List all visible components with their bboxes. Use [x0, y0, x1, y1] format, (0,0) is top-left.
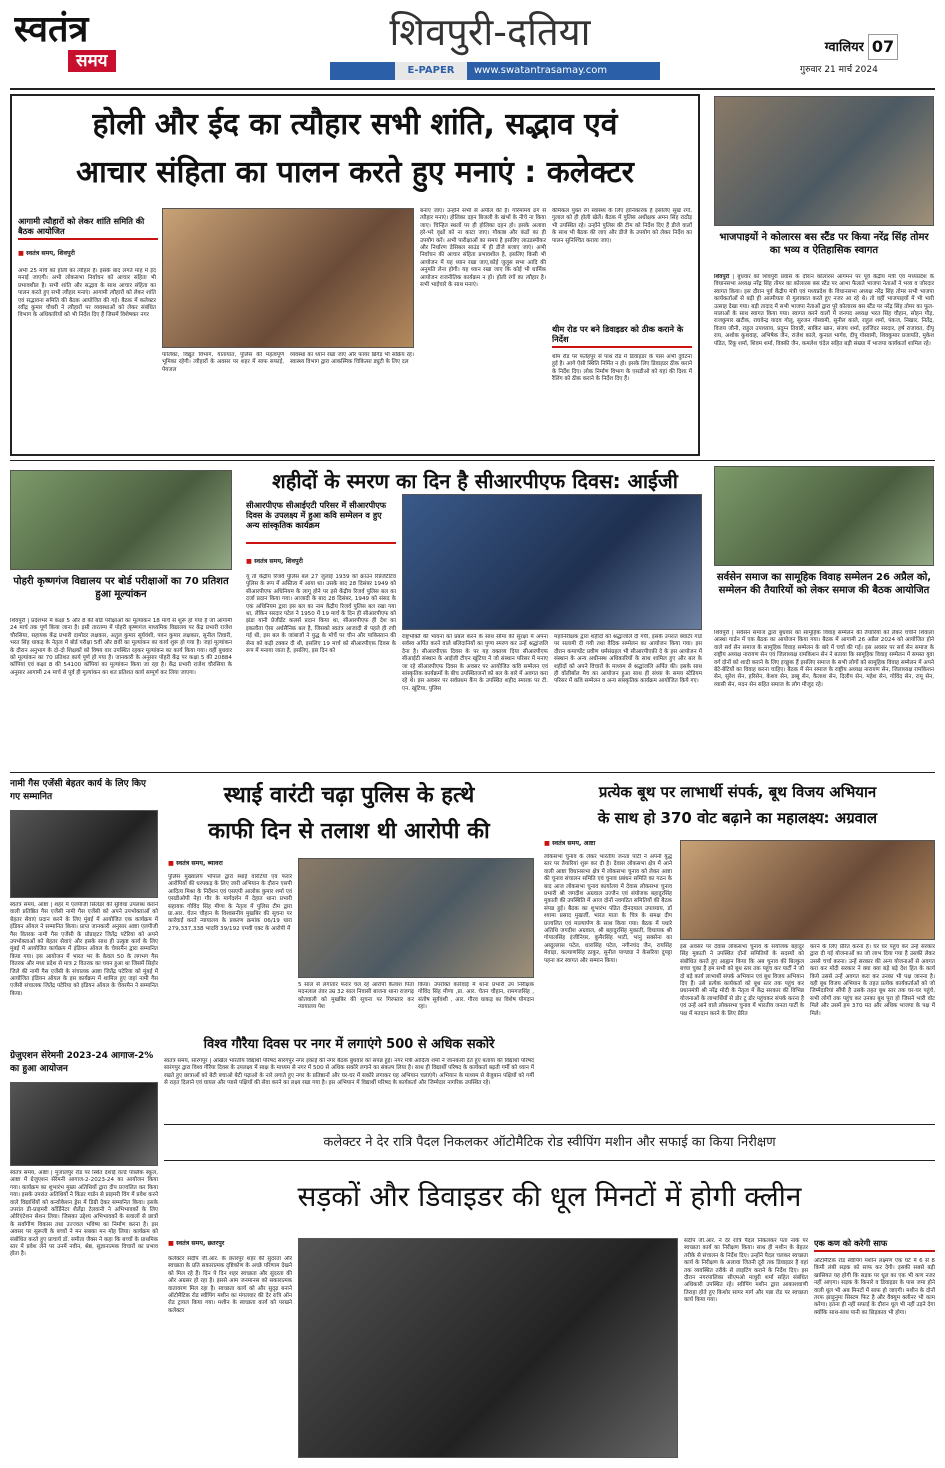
logo-top: स्वतंत्र: [14, 10, 89, 50]
edition-title: शिवपुरी-दतिया: [389, 10, 591, 54]
lead-headline-1: होली और ईद का त्यौहार सभी शांति, सद्भाव एवं: [92, 107, 618, 142]
lead-headline-2: आचार संहिता का पालन करते हुए मनाएं : कलेक्टर: [76, 155, 634, 190]
logo-bottom: समय: [68, 50, 116, 72]
graduation-headline: ग्रेजुएशन सेरेमनी 2023-24 आगाज-2% का हुआ आयोजन: [10, 1051, 154, 1074]
issue-date: गुरुवार 21 मार्च 2024: [800, 65, 878, 75]
sweep-subhead: एक कण को करेगी साफ: [814, 1238, 935, 1252]
crpf-col-3: महानिरीक्षक द्वारा शहीदों को श्रद्धांजलि दी गयी, इसके उपरांत क्वार्टर गार्ड पर सलामी दी गयी तथा वैदिक सम्मेलन का आयोजन किया गया। इस दौरान कमाण्डेंट प्रवीण धर्मसंग्रहल भी सीआरपीएफ़ी दे के इस आयोजन में संस्थान के अन्य अधीनस्थ अधिकारियों के साथ शामिल हुए और बल के शहीदों को अपने विचारों के माध्यम से श्रद्धांजलि अर्पित की। इसके साथ ही वॉलीबॉल मैच का आयोजन हुआ साथ ही संध्या के समय स्टेडियम परिसर में कवि सम्मेलन व अन्य सांस्कृतिक कार्यक्रम आयोजित किये गए।: [554, 634, 702, 685]
booth-headline-1: प्रत्येक बूथ पर लाभार्थी संपर्क, बूथ विजय अभियान: [598, 783, 877, 801]
sweep-photo: [298, 1238, 678, 1458]
crpf-byline: ■ स्वतंत्र समय, शिवपुरी: [246, 556, 396, 566]
website[interactable]: www.swatantrasamay.com: [474, 65, 608, 76]
lead-subhead-2: थीम रोड पर बने डिवाइडर को ठीक कराने के निर्देश: [552, 324, 692, 348]
sparrow-headline: विश्व गौरैया दिवस पर नगर में लगाएंगे 500 से अधिक सकोरे: [203, 1037, 495, 1052]
gas-agency-text: स्वतंत्र समय, आष्टा | शहर में एलपीजी सिलेंडर की सुविधा उपलब्ध कराने वाली प्रतिष्ठित गैस एजेंसी नामी गैस एजेंसी को अपने उपभोक्ताओं को बेहतर सेवाएं प्रदान करने के लिए मुंबई में आयोजित एक कार्यक्रम में इंडियन ऑयल ने सम्मानित किया। प्राप्त जानकारी अनुसार आष्टा एलपीजी गैस वितरक नामी गैस एजेंसी के प्रोप्राइटर जितेंद्र पटेरिया को अपने उपभोक्ताओं को बेहतर सेवाएं और इसके साथ ही उत्कृष्ट कार्य के लिए मुंबई में आयोजित कार्यक्रम में इंडियन ऑयल के चेयरमैन द्वारा सम्मानित किया गया। इस आयोजन में भारत भर के केवल 50 के लगभग गैस वितरक और मध्य प्रदेश से मात्र 2 वितरक का चयन हुआ था जिसमें सिहोर जिले की नामी गैस एजेंसी के संचालक आष्टा जितेंद्र पटेरिया को मुंबई में आयोजित इंडियन ऑयल के इस कार्यक्रम में शामिल हुए जहां नामी गैस एजेंसी संचालक जितेंद्र पटेरिया को इंडियन ऑयल के चेयरमैन ने सम्मानित किया।: [10, 902, 158, 997]
sweep-kicker: कलेक्टर ने देर रात्रि पैदल निकलकर ऑटोमैटिक रोड स्वीपिंग मशीन और सफाई का किया निरीक्षण: [323, 1135, 776, 1150]
gas-agency-photo: [10, 810, 158, 898]
warrant-headline-1: स्थाई वारंटी चढ़ा पुलिस के हत्थे: [223, 783, 475, 808]
masthead-divider: [10, 88, 935, 90]
graduation-photo: [10, 1082, 158, 1166]
section-divider-4: [164, 1160, 935, 1161]
sparrow-text: स्वतंत्र समय, सारंगपुर | अखिल भारतीय विद्यार्थी परिषद सारंगपुर नगर इकाई की नगर बैठक बुधवार को संपन्न हुई। नगर मंत्री आदित्य शर्मा ने जानकारी देते हुए बताया की विद्यार्थी परिषद सारंगपुर द्वारा विश्व गौरैया दिवस के उपलक्ष्य में स्वक्ष के माध्यम से नगर में 500 से अधिक सकोरे लगाने का संकल्प लिया है। साथ ही विद्यार्थी परिषद के कार्यकर्ता बढ़ती गर्मी को ध्यान में रखते हुए छात्राओं को बेटी बचाओ बेटी पढ़ाओ के नारे लगाते हुए नगर के प्रतिष्ठानों और घर-घर में सकोरे लगाकर यह अभियान चलाएंगे। अभियान के माध्यम से बेजुबान पक्षियों को गर्मी से राहत दिलाने एवं घायल और प्यासे पक्षियों की सेवा करने का लक्ष्य रखा गया है। इस अभियान में विद्यार्थी परिषद के कार्यकर्ता और जिम्मेदार नागरिक उपस्थित रहे।: [164, 1058, 534, 1087]
pohri-school-caption: पोहरी कृष्णगंज विद्यालय पर बोर्ड परीक्षाओं का 70 प्रतिशत हुआ मूल्यांकन: [10, 574, 232, 614]
logo: [14, 10, 164, 80]
booth-photo: [680, 840, 935, 940]
lead-col-5: केमिकल युक्त रंग स्वास्थ्य के लिए हानिकारक है इसलिए सूखे रंगों, गुलाल को ही होली खेलें। बैठक में पुलिस अधीक्षक अमन सिंह राठौड़ भी उपस्थित रहे। उन्होंने पुलिस की टीम को निर्देश दिए हैं डीजे वालों के साथ भी बैठक की जाए और डीजे के उपयोग को लेकर निर्देश का पालन सुनिश्चित कराया जाए।: [552, 208, 692, 244]
crpf-col-2: राष्ट्रभक्ति की भावना को प्रबल करने के साथ सीमा की सुरक्षा में अपना सर्वस्व अर्पित करने वाले बलिदानियों का पुण्य स्मरण कर उन्हें श्रद्धांजलि देना है। सीआरपीएफ़ दिवस के पर यह वक्तव्य दिया सीआरपीएफ सीआईटी संस्थान के आईजी टीएन खूंटिया ने जो संस्थान परिसर में मनाए जा रहे सीआरपीएफ दिवस के अवसर पर आयोजित कवि सम्मेलन एवं सांस्कृतिक कार्यक्रमों के बीच उपस्थितजनों को बल के बारे में अवगत करा रहे थे। इस अवसर पर सर्वप्रथम कैंप के उपस्थित शहीद स्मारक पर टी. एन. खूंटिया, पुलिस: [402, 634, 548, 692]
epaper-label: E-PAPER: [395, 62, 467, 80]
sweep-headline: सड़कों और डिवाइडर की धूल मिनटों में होगी क्लीन: [297, 1180, 802, 1213]
crpf-photo: [402, 494, 702, 630]
booth-byline: ■ स्वतंत्र समय, आष्टा: [544, 838, 674, 848]
lead-col-5b: थीम रोड पर फतेहपुर से पाथ रोड में डिवाइडर के पास अभी दुर्घटना हुई है। आगे ऐसी स्थिति निर्मित न हो। इसके लिए डिवाइडर ठीक कराने के निर्देश दिए। लोक निर्माण विभाग के एसडीओ को यहां की दिशा में रैलिंग को ठीक कराने के निर्देश दिए हैं।: [552, 354, 692, 383]
sweep-byline: ■ स्वतंत्र समय, छतरपुर: [168, 1238, 288, 1248]
booth-col-1: लोकसभा चुनाव के लेकर भारतीय जनता पार्टी ने अपनी युद्ध स्तर पर तैयारियां शुरू कर दी है। देवास लोकसभा क्षेत्र में आने वाली आष्टा विधानसभा क्षेत्र में लोकसभा चुनाव को लेकर आष्टा की चुनाव संचालन समिति एवं चुनाव प्रबंधन समिति का गठन के बाद आज लोकसभा चुनाव कार्यालय में देवास लोकसभा चुनाव प्रभारी श्री जगदीश अग्रवाल उज्जैन एवं संयोजक बहादुरसिंह मुकाती की उपस्थिति में आज दोनों नवगठित समितियों की बैठक संपन्न हुई। बैठक का शुभारंभ पंडित दीनदयाल उपाध्याय, डॉ श्यामा प्रसाद मुखर्जी, भारत माता के चित्र के समक्ष दीप प्रज्वलित एवं माल्यार्पण के साथ किया गया। बैठक में पधारे अतिथि जगदीश अग्रवाल, श्री बहादुरसिंह मुकाती, विधायक श्री गोपालसिंह इंजीनियर, कुमैरसिंह भाटी, भानु सक्सेना का अब्दुल्लास पटेल, धारासिंह पटेल, नगीनचंद जैन, रायसिंह मेवाड़ा, कल्याणसिंह ठाकुर, सुनील पाण्ड्या ने केसरिया दुपट्टा पहना कर स्वागत और सम्मान किया।: [544, 854, 672, 964]
section-divider-1: [10, 460, 935, 461]
booth-headline-2: के साथ हो 370 वोट बढ़ाने का महालक्ष्य: अग्रवाल: [597, 809, 878, 827]
sen-samaj-text: शिवपुरी | सर्वसेन समाज द्वारा बुधवार को सामूहिक विवाह सम्मेलन की तैयारियों को लेकर चर्चीने शिवाला आस्था गार्डन में एक बैठक का आयोजन किया गया। बैठक में आगामी 26 अप्रैल 2024 को आयोजित होने वाले सर्व सेन समाज के सामूहिक विवाह सम्मेलन के बारे में चर्चा की गई। इस अवसर पर सर्व सेन समाज के राष्ट्रीय अध्यक्ष नारायण सेन एवं जिलाध्यक्ष रामकिशन सेन ने बताया कि सामूहिक विवाह सम्मेलन में समस्त युवा वर्ग दोनों को शादी कराने के लिए इच्छुक हैं इसलिए समाज के सभी लोगों को सामूहिक विवाह सम्मेलन में अपने बेटे-बेटियों का विवाह करना चाहिए। बैठक में सेन समाज के राष्ट्रीय अध्यक्ष नारायण सेन, जिलाध्यक्ष रामकिशन सेन, सुरेश सेन, हरिसेन, केशव सेन, डब्बू सेन, कैलाश सेन, दिलीप सेन, महेश सेन, गोविंद सेन, रामू सेन, व्यासी सेन, मदन सेन सहित समाज के लोग मौजूद रहे।: [714, 630, 934, 688]
section-divider-3: [164, 1124, 935, 1125]
tomar-byline: शिवपुरी: [714, 274, 730, 280]
booth-col-2: इस अवसर पर देवास लोकसभा चुनाव के संयोजक बहादुर सिंह मुकाती ने उपस्थित दोनों समितियों के सदस्यों को संबोधित करते हुए आह्वान किया कि अब चुनाव की बिल्कुल बच्चा चुका है हम सभी को बूथ स्तर तक पहुंच कर पार्टी ने जो दो बड़े कार्य लाभार्थी संपर्क अभियान एवं बूथ विजय अभियान दिए हैं। उसे प्रत्येक कार्यकर्ता को बूथ स्तर तक पहुंच कर प्रधानमंत्री श्री नरेंद्र मोदी के नेतृत्व में केंद्र सरकार की विभिन्न योजनाओं के लाभार्थियों से डोर टू डोर पहुंचकर संपर्क करना है एवं उन्हें आने वाले लोकसभा चुनाव में भारतीय जनता पार्टी के पक्ष में मतदान करने के लिए प्रेरित: [680, 944, 804, 1017]
lead-col-2: पालिका, विद्युत विभाग, यातायात, पुलिस की महत्वपूर्ण भूमिका रहेगी। त्यौहारों के अवसर पर शहर में साफ सफाई, पेयजल: [162, 352, 284, 373]
tomar-welcome-caption: भाजपाइयों ने कोलारस बस स्टैंड पर किया नरेंद्र सिंह तोमर का भव्य व ऐतिहासिक स्वागत: [714, 230, 934, 270]
masthead: [0, 0, 945, 90]
lead-col-4: बनाए जाएं। उन्होंने सभी से अपील की है। गरिमामय ढंग से त्यौहार मनाएं। होलिका दहन बिजली के खंभों के नीचे ना किया जाए। चिन्हित स्थलों पर ही होलिका दहन हो। इसके अलावा हरे-भरे वृक्षों को ना काटा जाए। गौकाष्ठ और कंडों का ही उपयोग करें। अभी पारीक्षाओं का समय है इसलिए लाउडस्पीकर और निर्धारण डेसिबल साउंड में ही डीजे बजाए जाएं। अभी निर्वाचन की आचार संहिता प्रभावशील है, इसलिए किसी भी आयोजन में यह ध्यान रखा जाए,कोई जुलूस सभा आदि की अनुमति लेना होगी। यह ध्यान रखा जाए कि कोई भी धार्मिक आयोजन राजनीतिक कार्यक्रम न हो। होली रंगों का त्यौहार है। सभी भाईचारे के साथ मनाएं।: [420, 208, 546, 289]
sweep-col-2: संदीप जी.आर. ने देर रात्रि पैदल निकलकर पता नाके पर स्वच्छता कार्य का निरीक्षण किया। साथ ही मशीन के बेहतर तरीके से संचालन के निर्देश दिए। उन्होंने पैदल चलकर स्वच्छता कार्य के निरीक्षण के अलावा जितनी दूरी तक डिवाइडर है वहां तक व्यवस्थित तरीके से लाइटिंग कराने के निर्देश दिए। इस दौरान नगरपालिका सीएमओ माधुरी शर्मा सहित संबंधित अधिकारी उपस्थित रहे। स्वीपिंग मशीन द्वारा आकाशवाणी तिराहा होते हुए किशोर सागर मार्ग और पन्ना रोड पर स्वच्छता कार्य किया गया।: [684, 1238, 808, 1304]
gas-agency-headline: नामी गैस एजेंसी बेहतर कार्य के लिए किए गए सम्मानित: [10, 779, 146, 802]
pohri-school-photo: [10, 470, 232, 570]
lead-subhead: आगामी त्यौहारों को लेकर शांति समिति की बैठक आयोजित: [18, 216, 158, 240]
page-number: 07: [868, 34, 898, 60]
pohri-school-text: शिवपुरी | प्रदेशभर में कक्षा 5 और 8 की बोर्ड परीक्षाओं का मूल्यांकन 18 मार्च से शुरू हो गया है जो आगामी 24 मार्च तक पूर्ण किया जाना है। इसी तारतम्य में पोहरी कृष्णगंज माध्यमिक विद्यालय पर केंद्र प्रभारी राजेश चौरसिया, सहायक केंद्र प्रभारी दामोदर लक्षकार, अतुल कुमार सूर्यवंशी, पवन कुमार लक्षकार, सुनील तिवारी, भरत सिंह धाकड़ के नेतृत्व में बोर्ड परीक्षा 5वीं और 8वीं का मूल्यांकन का कार्य शुरू हो गया है। जहां मूल्यांकन के दौरान अनुभाग के दो-दो शिक्षकों को विषय वार उपस्थित रहकर मूल्यांकन का कार्य किया गया। वहीं बुधवार को मूल्यांकन का 70 प्रतिशत कार्य पूर्ण हो गया है। जानकारी के अनुसार पोहरी केंद्र पर कक्षा 5 की 20884 कॉपियां एवं कक्षा 8 की 54100 कॉपियां का मूल्यांकन किया जा रहा है। केंद्र प्रभारी राजेश चौरसिया के अनुसार आगामी 24 मार्च से पूर्व ही मूल्यांकन का शत प्रतिशत कार्य सम्पूर्ण कर लिया जाएगा।: [10, 618, 232, 676]
warrant-col-1: पुलिस मुख्यालय भोपाल द्वारा स्थाई वारंटियों एवं फरार आरोपियों की धरपकड़ के लिए जारी अभियान के दौरान एसपी आदित्य मिश्रा के निर्देशन एवं एसएपी आलोक कुमार शर्मा एवं एसडीओपी नेहा गौर के मार्गदर्शन में देहात थाना प्रभारी सहायक गोविंद सिंह मीणा के नेतृत्व में पुलिस टीम द्वारा प्रा.आर. चेतन चौहान के विश्वसनीय मुखबिर की सूचना पर कार्रवाई करते न्यायालय के प्रकरण क्रमांक 06/19 धारा 279,337,338 भादवि 39/192 एमवी एक्ट के आरोपी में: [168, 874, 292, 932]
booth-col-3: करने के लिए प्रेरित करना है। घर घर पहुंच कर उन्हें सरकार द्वारा दी गई योजनाओं का जो लाभ दिया गया है उसकी लेकर उससे चर्चा करना। उन्हें सरकार की अन्य योजनाओं से अवगत करा कर मोदी सरकार ने क्या क्या बड़े बड़े देश हित के कार्य किये उससे उन्हें अवगत करा कर उनका भी पक्ष जानना है। वही बूथ विजय अभियान के तहत प्रत्येक कार्यकर्ताओं को जो जिम्मेदारियां सौंपी है उसके तहत बूथ स्तर तक घर-घर पहुंचे, सभी लोगों तक पहुंच कर उनका बूथ पूरा हो जिसने भारी वोट मिले और उसमें हम 370 मत और अधिक भाजपा के पक्ष में मिले।: [810, 944, 935, 1017]
lead-byline: ■ स्वतंत्र समय, शिवपुरी: [18, 248, 158, 258]
warrant-col-2: 5 साल से लगातार फरार चल रहे आरोपी कैलाश पिता मदनलाल तंवर उम्र 32 साल निवासी बाजना थाना राजगढ़ कोतवाली को मुखबिर की सूचना पर गिरफ्तार कर न्यायालय पेश: [298, 982, 414, 1011]
tomar-welcome-photo: [714, 96, 934, 226]
graduation-text: स्वतंत्र समय, आष्टा | मुजालपुर रोड पर स्थित देशाई वर्ल्ड पब्लिक स्कूल, आष्टा में ग्रेजुएशन सेरेमनी आगाज-2-2023-24 का आयोजन किया गया। कार्यक्रम का शुभारंभ मुख्य अतिथियों द्वारा दीप प्रज्वलित कर किया गया। इसके उपरांत अतिथियों ने किंडर गार्डन से प्राइमरी विंग में प्रवेश करने वाले विद्यार्थियों को कन्वोकेशन ड्रेस में डिग्री देकर सम्मानित किया। इसके उपरांत डी-प्राइमरी कॉर्डिनेटर शैलेंद्रा टेलवानी ने अभिभावकों के लिए ओरिएंटेशन सेशन लिया। जिसका उद्देश्य अभिभावकों के सवालों से छात्रों के सर्वांगीण विकास तथा उज्ज्वल भविष्य का निर्माण करना है। इस अवसर पर सुरूली के बच्चों ने मन सबका मन मोह लिया। कार्यक्रम को संबोधित करते हुए प्राचार्य डॉ. समीता जैक्स ने कहा कि बच्चों के प्राथमिक स्तर में प्रवेश लेने पर उनमें नवीन, श्रेष्ठ, सुज्ञानात्मक विचारों का प्रभाव होता है।: [10, 1170, 158, 1258]
sweep-col-1: कलेक्टर संदीप जी.आर. के छतरपुर शहर की सुंदरता और स्वच्छता के प्रति सकारात्मक दृष्टिकोण के अच्छे परिणाम देखने को मिल रहे हैं। दिन पे दिन शहर स्वच्छता और सुंदरता की ओर अग्रसर हो रहा है। इससे आम जनमानस को सकारात्मक वातावरण मिल रहा है। स्वच्छता कार्य को और सुदृढ़ बनाने ऑटोमैटिक रोड स्वीपिंग मशीन का मंगलवार की देर रात्रि ऑन रोड ट्रायल किया गया। मशीन के स्वच्छता कार्य को परखने कलेक्टर: [168, 1256, 292, 1314]
warrant-photo: [298, 858, 534, 978]
lead-col-3: व्यवस्था का ध्यान रखा जाए और फायर ब्रिगेड भी सक्रिय रहे। स्वास्थ्य विभाग द्वारा आकस्मिक चिकित्सा ड्यूटी के लिए दल: [290, 352, 414, 366]
tomar-welcome-text: [714, 274, 934, 458]
sen-samaj-photo: [714, 466, 934, 566]
lead-col-1: अभी 25 मार्च को होली का त्यौहार है। इसके बाद लगते माह में ईद मनाई जाएगी। अभी लोकसभा निर्वाचन को आचार संहिता भी प्रभावशील है। सभी शांति और सद्भाव के साथ आचार संहिता का पालन करते हुए सभी त्यौहार मनाएं। आगामी त्यौहारों को लेकर शांति एवं सद्भावना समिति की बैठक आयोजित की गई। बैठक में कलेक्टर रवींद्र कुमार चौधरी ने त्यौहारों पर व्यवस्थाओं को लेकर संबंधित विभाग के अधिकारियों को भी निर्देश दिए हैं जिसमें विशेषकर नगर: [18, 268, 156, 319]
sen-samaj-caption: सर्वसेन समाज का सामूहिक विवाह सम्मेलन 26 अप्रैल को, सम्मेलन की तैयारियों को लेकर समाज की बैठक आयोजित: [714, 570, 934, 626]
city-name: ग्वालियर: [824, 40, 864, 55]
tomar-body: | बुधवार को शिवपुरी प्रवास के दौरान कोलारस आगमन पर पूर्व केंद्रीय मंत्री एवं मध्यप्रदेश के विधानसभा अध्यक्ष नरेंद्र सिंह तोमर का कोलारस बस स्टैंड पर आभा फैलाते भाजपा नेताओं ने भव्य व जोरदार स्वागत किया। इस दौरान पूर्व केंद्रीय मंत्री एवं मध्यप्रदेश के विधानसभा अध्यक्ष नरेंद्र सिंह तोमर सभी भाजपा कार्यकर्ताओं से बड़ी ही आत्मीयता से मुलाकात करते हुए नजर आ रहे थे। तो वहीं भाजपाइयों में भी भारी उत्साह देखा गया। बड़ी तादाद में सभी भाजपा नेताओं द्वारा पूरे कोलारस बस स्टैंड पर नरेंद्र सिंह तोमर का फूल-मालाओं के साथ स्वागत किया गया। स्वागत करने वालों में जनपद अध्यक्ष भरत सिंह चौहान, सोहन गौड़, राजकुमार खटीक, राघवेन्द्र यादव गोलू, सुरजन गोस्वामी, सुनील काले, राहुल शर्मा, पंकज, निखार, नितेंद्र, विजय जौनी, राहुल उपाध्याय, प्रदुम्न तिवारी, साकिर खान, संजय शर्मा, हरजिंदर सरदार, हर्ष राजावत, दीपू राय, अशोक कुशवाह, अभिषेक जैन, राजेश काले, कुनाल भार्गव, दीपू गोस्वामी, शिवकुमार प्रजापति, मुकेश पंडित, रिंकू शर्मा, शिवम शर्मा, विक्की जैन, कमलेश चंदेल सहित बड़ी संख्या में भाजपा कार्यकर्ता शामिल रहे।: [714, 274, 934, 347]
sweep-col-3: ऑटोमैटिक रोड स्वीपिंग मशीन लक्ष्मण एक घंटे में 6 से 8 किमी लंबी सड़क को साफ कर देगी। इसकी सबसे बड़ी खासियत यह होगी कि सड़क पर धूल का एक भी कण नजर नहीं आएगा। सड़क के किनारे व डिवाइडर के पास जमा होने वाली धूल भी अब मिनटों में साफ हो जाएगी। मशीन के दोनों तरफ झाड़ूनुमा सिस्टम फिट है और वैक्यूम क्लीनर भी काम करेगा। इतना ही नहीं सफाई के दौरान धूल भी नहीं उड़ने देगा क्योंकि साथ-साथ पानी का छिड़काव भी होगा।: [814, 1258, 935, 1316]
warrant-headline-2: काफी दिन से तलाश थी आरोपी की: [208, 819, 490, 844]
warrant-byline: ■ स्वतंत्र समय, ब्यावरा: [168, 858, 288, 868]
lead-photo: [162, 208, 414, 348]
section-divider-2: [10, 772, 935, 773]
crpf-subhead: सीआरपीएफ सीआईएटी परिसर में सीआरपीएफ दिवस के उपलक्ष्य में हुआ कवि सम्मेलन व हुए अन्य सांस्कृतिक कार्यक्रम: [246, 500, 396, 544]
crpf-headline: शहीदों के स्मरण का दिन है सीआरपीएफ दिवस: आईजी: [272, 469, 678, 493]
crpf-col-1: यूं तो केंद्रीय रिजर्व पुलिस बल 27 जुलाई 1939 को क्राउन रिप्रेजेंटेटिव पुलिस के रूप में अस्तित्व में आया था। उसके बाद 28 दिसंबर 1949 को सीआरपीएफ अधिनियम के लागू होने पर इसे केंद्रीय रिजर्व पुलिस बल का दर्जा प्रदान किया गया। आजादी के बाद 28 दिसंबर, 1949 को संसद के एक अधिनियम द्वारा इस बल का नाम केंद्रीय रिजर्व पुलिस बल रखा गया था, लेकिन सरदार पटेल ने 1950 में 19 मार्च के दिन ही सीआरपीएफ को झंडा यानी प्रेजीडेंट कलर्स प्रदान किया था, सीआरपीएफ ही देश का इकलौता ऐसा अर्धसैनिक बल है, जिसको स्वतंत्र आजादी से पहले ही रची गई थी, इस बल के जांबाजों ने युद्ध के मोर्चे पर चीन और पाकिस्तान की सेना को कड़ी टक्कर दी थी, इसलिए 19 मार्च को सीआरपीएफ़ दिवस के रूप में मनाया जाता है, इसलिए, इस दिन को: [246, 574, 396, 655]
lead-story: [10, 94, 700, 456]
warrant-col-3: किया। उपरोक्त कार्रवाई में थाना प्रभारी उप निरीक्षक गोविंद सिंह मीणा ,प्रा. आर. चेतन चौहान, रामगजसिंह , संतोष सूर्यवंशी , आर. गौरव धाकड़ का विशेष योगदान रहा।: [418, 982, 534, 1011]
